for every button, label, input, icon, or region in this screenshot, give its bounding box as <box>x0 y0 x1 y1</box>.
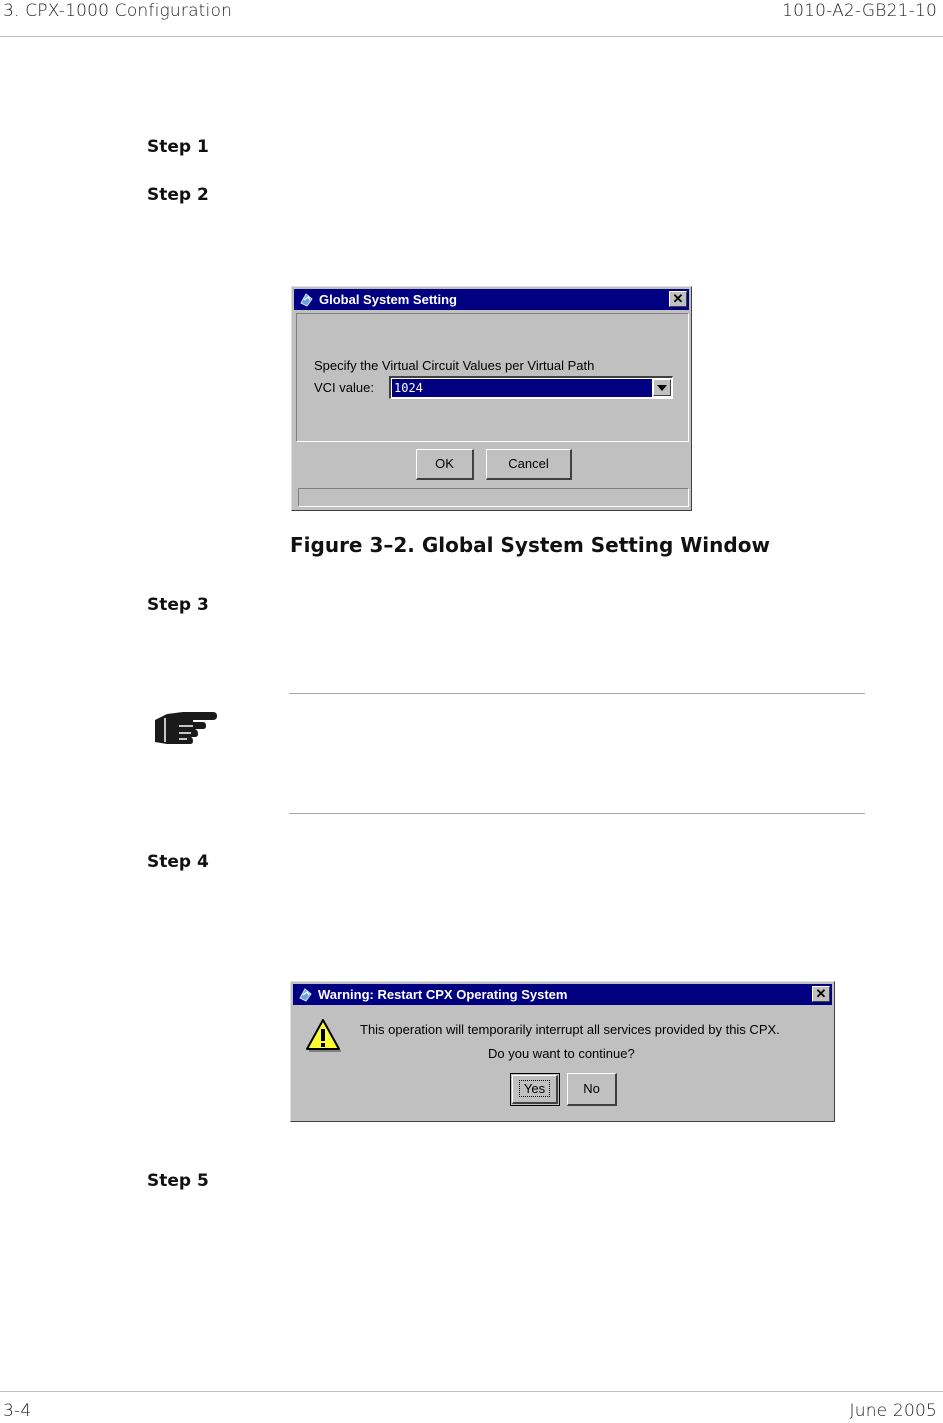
vci-value: 1024 <box>394 381 423 395</box>
cancel-button[interactable]: Cancel <box>486 449 572 480</box>
status-bar <box>298 488 689 507</box>
settings-panel <box>296 313 689 442</box>
yes-button[interactable] <box>512 1075 558 1104</box>
java-app-icon <box>298 291 315 308</box>
step-4-label: Step 4 <box>147 852 209 872</box>
close-button[interactable] <box>812 986 830 1002</box>
dialog-titlebar[interactable] <box>294 289 689 310</box>
no-button[interactable]: No <box>567 1073 617 1106</box>
figure-caption: Figure 3–2. Global System Setting Window <box>290 533 770 557</box>
running-header-right: 1010-A2-GB21-10 <box>782 1 937 21</box>
dropdown-button[interactable] <box>653 379 671 396</box>
header-rule <box>0 36 943 37</box>
global-system-setting-dialog <box>291 286 692 511</box>
warning-message-line1: This operation will temporarily interrupt all services provided by this CPX. <box>360 1022 780 1037</box>
page-number: 3-4 <box>3 1401 32 1421</box>
pointing-hand-icon <box>153 706 219 748</box>
warning-icon <box>305 1018 341 1052</box>
vci-value-select[interactable] <box>389 376 673 399</box>
close-button[interactable] <box>669 291 687 307</box>
yes-label: Yes <box>519 1080 550 1097</box>
ok-button[interactable]: OK <box>416 449 474 480</box>
warning-restart-dialog <box>290 981 835 1122</box>
step-5-label: Step 5 <box>147 1171 209 1191</box>
footer-rule <box>0 1391 943 1392</box>
note-top-rule <box>289 693 865 694</box>
vci-value-selected <box>392 379 652 397</box>
step-1-label: Step 1 <box>147 137 209 157</box>
step-3-label: Step 3 <box>147 595 209 615</box>
dialog-title: Global System Setting <box>319 292 457 307</box>
publication-date: June 2005 <box>849 1401 937 1421</box>
warning-message-line2: Do you want to continue? <box>488 1046 635 1061</box>
close-icon: ✕ <box>672 291 684 306</box>
note-bottom-rule <box>289 813 865 814</box>
close-icon: ✕ <box>815 986 827 1001</box>
running-header-left: 3. CPX-1000 Configuration <box>3 1 233 21</box>
java-app-icon <box>297 986 314 1003</box>
step-2-label: Step 2 <box>147 185 209 205</box>
warning-title: Warning: Restart CPX Operating System <box>318 987 568 1002</box>
warning-titlebar[interactable] <box>293 984 832 1005</box>
vci-label: VCI value: <box>314 380 374 395</box>
vci-prompt: Specify the Virtual Circuit Values per Virtual Path <box>314 358 595 373</box>
chevron-down-icon <box>657 385 667 391</box>
